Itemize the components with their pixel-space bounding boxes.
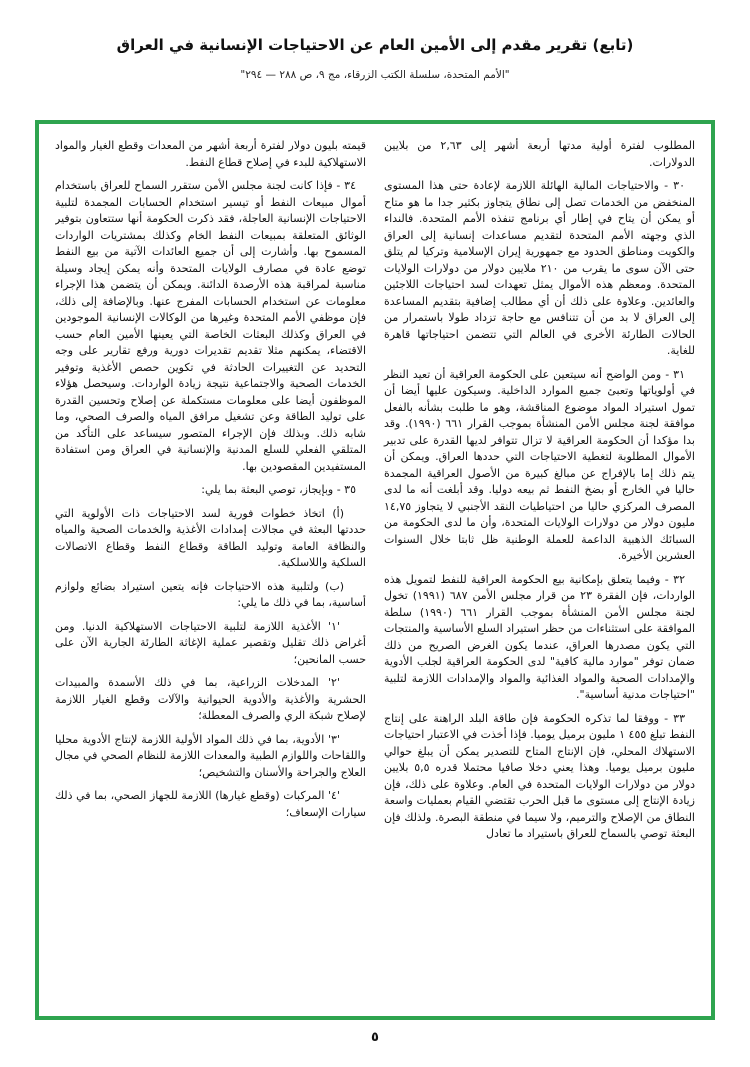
list-item-3: '٣' الأدوية، بما في ذلك المواد الأولية اللازمة لإنتاج الأدوية محليا واللقاحات واللوازم الطبية والمعدات اللازمة للنظام الصحي في مجال العلاج والجراحة والأسنان والتشخيص؛ xyxy=(55,732,366,779)
paragraph-30: ٣٠ - والاحتياجات المالية الهائلة اللازمة لإعادة حتى هذا المستوى المنخفض من الخدمات تصل إلى نطاق يتجاوز بكثير جدا ما هو متاح أو يمكن أن يتاح في إطار أي برنامج تنفذه الأمم المتحدة. فالنداء الذي وجهته الأمم المتحدة لتقديم مساعدات إنسانية إلى العراق والكويت ومناطق الحدود مع جمهورية إيران الإسلامية وتركيا لم يتلق حتى الآن سوى ما يقرب من ٢١٠ ملايين دولار من دولارات الولايات المتحدة. ومعظم هذه الأموال يمثل تعهدات لسد احتياجات اللاجئين والعائدين. وعلاوة على ذلك أن أي مطالب إضافية بتقديم المساعدة إلى العراق لا بد من أن تتنافس مع حاجة تزداد طولا باستمرار من الحالات الطارئة الأخرى في العالم التي تتضمن احتياجاتها قاهرة للغاية. xyxy=(384,179,695,357)
paragraph-31: ٣١ - ومن الواضح أنه سيتعين على الحكومة العراقية أن تعيد النظر في أولوياتها وتعبئ جميع الموارد الداخلية. وسيكون عليها أيضا أن تمول استيراد المواد موضوع المناقشة، وهو ما طلبت بشأنه بالفعل موافقة لجنة مجلس الأمن المنشأة بموجب القرار ٦٦١ (١٩٩٠). وقد بدا مؤكدا أن الحكومة العراقية لا تزال تتوافر لديها القدرة على تدبير الأموال المطلوبة لتغطية الاحتياجات التي حددها العراق. ويمكن أن يتم ذلك إما بالإفراج عن مبالغ كبيرة من الأصول العراقية المجمدة حاليا في الخارج أو بضخ النفط ثم بيعه دوليا. وقد أبلغت أنه ما لدى المصرف المركزي حاليا من احتياطيات النقد الأجنبي لا يتجاوز ١٤,٧٥ مليون دولار من دولارات الولايات المتحدة، وأن ما لدى الحكومة من السبائك الذهبية الداعمة للعملة الوطنية ظل ثابتا خلال السنوات العشرين الأخيرة. xyxy=(384,367,695,562)
document-header xyxy=(0,0,750,81)
report-title: (تابع) تقرير مقدم إلى الأمين العام عن الاحتياجات الإنسانية في العراق xyxy=(116,36,634,54)
two-column-layout xyxy=(55,138,695,1004)
paragraph-35: ٣٥ - وبإيجاز، توصي البعثة بما يلي: xyxy=(201,483,356,496)
recommendation-item-b: (ب) ولتلبية هذه الاحتياجات فإنه يتعين استيراد بضائع ولوازم أساسية، بما في ذلك ما يلي: xyxy=(55,579,366,609)
paragraph-continuation: قيمته بليون دولار لفترة أربعة أشهر من المعدات وقطع الغيار والمواد الاستهلاكية للبدء في إصلاح قطاع النفط. xyxy=(55,139,366,169)
list-item-4: '٤' المركبات (وقطع غيارها) اللازمة للجهاز الصحي، بما في ذلك سيارات الإسعاف؛ xyxy=(55,789,366,819)
column-right xyxy=(384,138,695,1004)
paragraph-34: ٣٤ - فإذا كانت لجنة مجلس الأمن ستقرر السماح للعراق باستخدام أموال مبيعات النفط أو تيسير استخدام الحسابات المجمدة لتلبية الاحتياجات الإنسانية العاجلة، فقد ذكرت الحكومة أنها ستتعاون بتوفير الوثائق المتعلقة بمبيعات النفط الخام وكذلك بمشتريات الواردات المسموح بها. وأشارت إلى أن جميع العائدات الآتية من بيع النفط توضع عادة في مصارف الولايات المتحدة وأنه يمكن إيجاد وسيلة مناسبة لمراقبة هذه الأرصدة الدائنة. ويمكن أن يتضمن هذا الإجراء معلومات عن استخدام الحسابات المفرج عنها. وبالإضافة إلى ذلك، فإن موظفي الأمم المتحدة وغيرها من الوكالات الإنسانية الموجودين في العراق وكذلك البعثات الخاصة التي يعينها الأمين العام حسب الاقتضاء، يمكنهم مثلا تقديم تقديرات دورية ورفع تقارير على وجه التحديد عن التغييرات الحادثة في تكوين حصص الأغذية وتوفير الخدمات الصحية والاجتماعية نتيجة زيادة الواردات. وسيحصل هؤلاء الموظفون أيضا على معلومات مستكملة عن إصلاح وتحسين القدرة على توليد الطاقة وعن تشغيل مرافق المياه والصرف الصحي، وما شابه ذلك. وبذلك فإن الإجراء المتصور سيساعد على التأكد من المتلقي الفعلي للسلع المدنية والإنسانية في العراق ومن استفادة المستفيدين المقصودين بها. xyxy=(55,179,366,473)
list-item-1: '١' الأغذية اللازمة لتلبية الاحتياجات الاستهلاكية الدنيا. ومن أغراض ذلك تقليل وتقصير عملية الإغاثة الطارئة الجارية الآن على حسب المانحين؛ xyxy=(55,619,366,666)
page-number: ٥ xyxy=(371,1030,379,1045)
content-frame xyxy=(35,120,715,1020)
column-left xyxy=(55,138,366,1004)
report-source-citation: "الأمم المتحدة، سلسلة الكتب الزرقاء، مج ٩، ص ٢٨٨ — ٢٩٤" xyxy=(240,68,510,81)
list-item-2: '٢' المدخلات الزراعية، بما في ذلك الأسمدة والمبيدات الحشرية والأغذية والأدوية الحيوانية والآلات وقطع الغيار اللازمة لإصلاح شبكة الري والصرف المعطلة؛ xyxy=(55,676,366,722)
recommendation-item-a: (أ) اتخاذ خطوات فورية لسد الاحتياجات ذات الأولوية التي حددتها البعثة في مجالات إمدادات الأغذية والخدمات الصحية والمياه والنظافة العامة وتوليد الطاقة وقطاع النفط وقطاع الاتصالات السلكية واللاسلكية. xyxy=(55,506,366,569)
paragraph-continuation: المطلوب لفترة أولية مدتها أربعة أشهر إلى ٢,٦٣ من بلايين الدولارات. xyxy=(384,139,695,169)
paragraph-33: ٣٣ - ووفقا لما تذكره الحكومة فإن طاقة البلد الراهنة على إنتاج النفط تبلغ ٤٥٥ ١ مليون برميل يوميا. فإذا أخذت في الاعتبار احتياجات الاستهلاك المحلي، فإن الإنتاج المتاح للتصدير يمكن أن يبلغ حوالي مليون برميل يوميا. وهذا يعني دخلا صافيا محتملا قدره ٥,٥ بلايين دولار من دولارات الولايات المتحدة في العام. وعلاوة على ذلك، فإن زيادة الإنتاج إلى مستوى ما قبل الحرب تقتضي القيام بعمليات واسعة النطاق من الإصلاح والترميم، ولا سيما في منطقة البصرة. ولذلك فإن البعثة توصي بالسماح للعراق باستيراد ما تعادل xyxy=(384,711,695,840)
paragraph-32: ٣٢ - وفيما يتعلق بإمكانية بيع الحكومة العراقية للنفط لتمويل هذه الواردات، فإن الفقرة ٢٣ من قرار مجلس الأمن ٦٨٧ (١٩٩١) تخول لجنة مجلس الأمن المنشأة بموجب القرار ٦٦١ (١٩٩٠) سلطة الموافقة على استثناءات من حظر استيراد السلع الأساسية والمنتجات التي يكون مصدرها العراق، عندما يكون الغرض الصريح من ذلك ضمان توفر "موارد مالية كافية" لدى الحكومة العراقية لجلب الأدوية والإمدادات الصحية والمواد الغذائية والمواد والإمدادات اللازمة لتلبية "احتياجات مدنية أساسية". xyxy=(384,572,695,701)
